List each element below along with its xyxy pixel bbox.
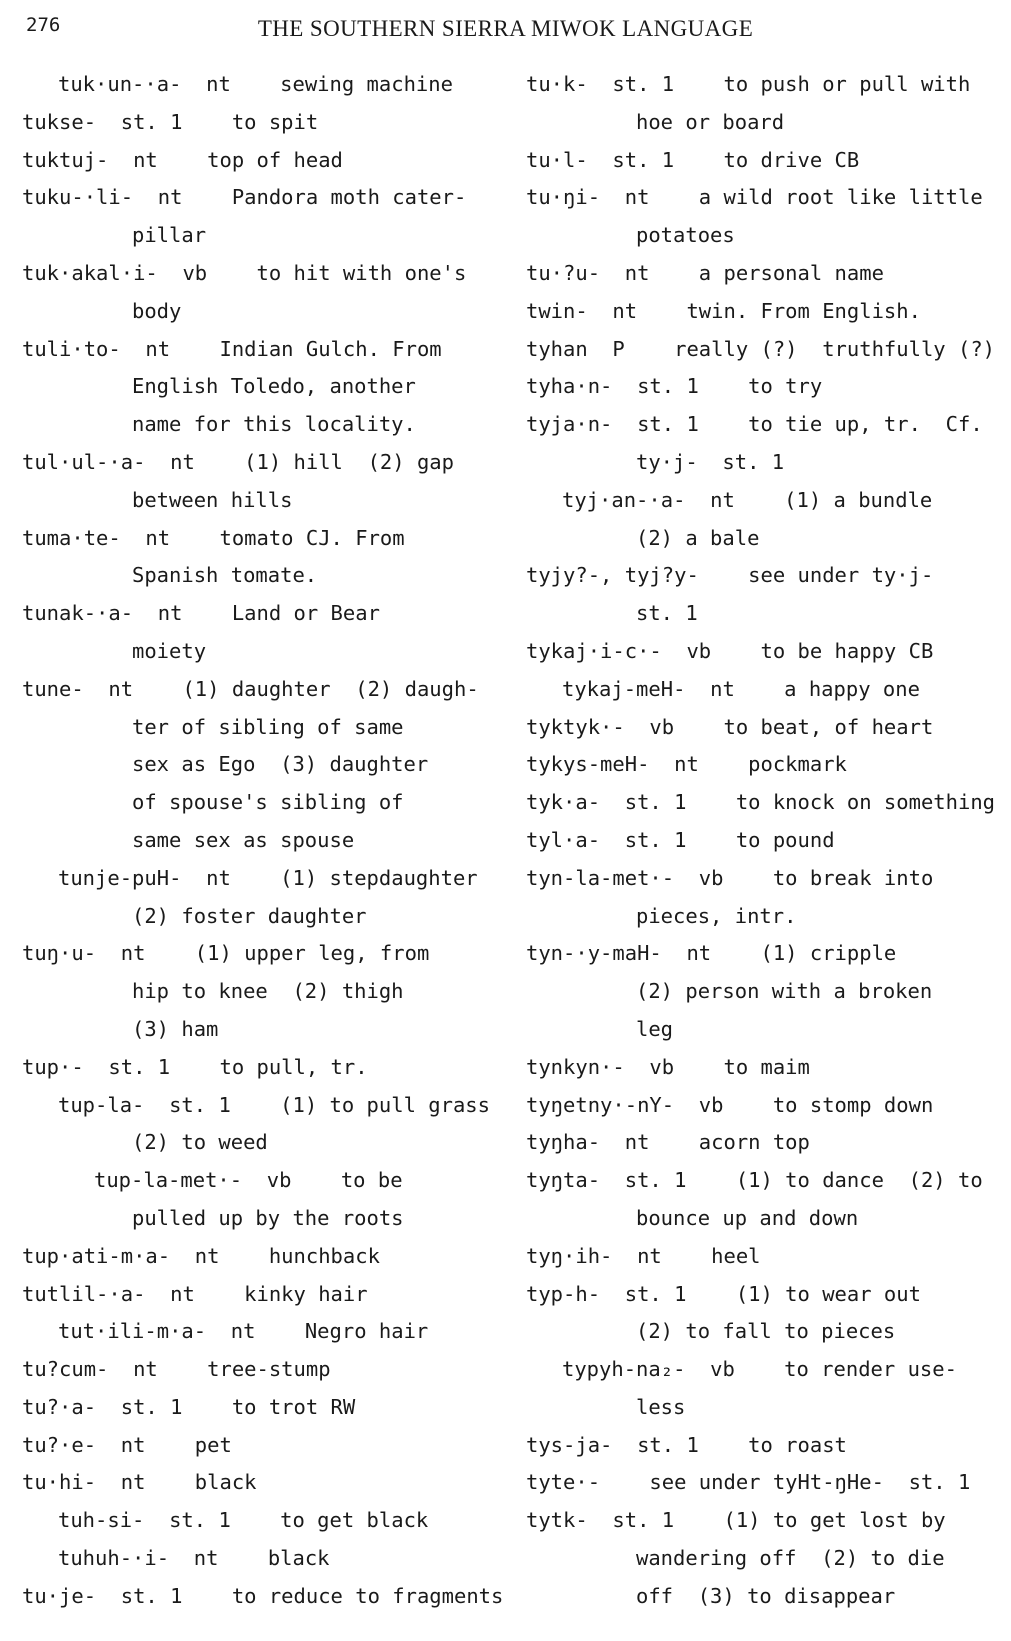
entry-headline: tuŋ·u- nt (1) upper leg, from [22, 941, 430, 966]
dictionary-entry [22, 1162, 492, 1238]
entry-headline: tuku-·li- nt Pandora moth cater- [22, 185, 467, 210]
entry-continuation: potatoes [636, 223, 735, 248]
entry-headline: tykaj·i-c·- vb to be happy CB [526, 638, 934, 663]
entry-headline: tyja·n- st. 1 to tie up, tr. Cf. [526, 412, 983, 437]
entry-headline: tyŋha- nt acorn top [526, 1130, 810, 1155]
entry-continuation: pillar [132, 223, 207, 248]
entry-headline: tunak-·a- nt Land or Bear [22, 601, 380, 626]
dictionary-entry [526, 1276, 1006, 1352]
entry-continuation: (2) a bale [636, 525, 760, 550]
entry-continuation: (2) foster daughter [132, 903, 367, 928]
entry-headline: tyktyk·- vb to beat, of heart [526, 714, 934, 739]
entry-headline: tune- nt (1) daughter (2) daugh- [22, 676, 479, 701]
entry-headline: tyte·- see under tyHt-ŋHe- st. 1 [526, 1470, 971, 1495]
entry-headline: tul·ul-·a- nt (1) hill (2) gap [22, 449, 454, 474]
dictionary-entry [526, 860, 1006, 936]
entry-continuation: pulled up by the roots [132, 1205, 404, 1230]
entry-continuation: (2) to fall to pieces [636, 1319, 896, 1344]
dictionary-entry [526, 331, 1006, 369]
entry-headline: tu?·a- st. 1 to trot RW [22, 1394, 356, 1419]
entry-continuation: between hills [132, 487, 293, 512]
running-head: THE SOUTHERN SIERRA MIWOK LANGUAGE [257, 16, 754, 41]
dictionary-entry [22, 1276, 492, 1314]
dictionary-entry [22, 255, 492, 331]
entry-continuation: name for this locality. [132, 412, 416, 437]
entry-continuation: wandering off (2) to die [636, 1546, 945, 1571]
entry-headline: tyn-la-met·- vb to break into [526, 865, 934, 890]
entry-continuation: of spouse's sibling of [132, 790, 404, 815]
entry-headline: tys-ja- st. 1 to roast [526, 1432, 847, 1457]
dictionary-entry [526, 142, 1006, 180]
dictionary-entry [526, 1049, 1006, 1087]
entry-headline: tu·k- st. 1 to push or pull with [526, 72, 971, 96]
entry-headline: tuhuh-·i- nt black [58, 1546, 330, 1571]
entry-headline: tu?·e- nt pet [22, 1432, 232, 1457]
dictionary-entry [22, 104, 492, 142]
dictionary-entry [22, 1238, 492, 1276]
entry-continuation: body [132, 298, 182, 323]
entry-continuation: hoe or board [636, 109, 785, 134]
dictionary-entry [526, 822, 1006, 860]
entry-continuation: less [636, 1394, 686, 1419]
entry-headline: tykys-meH- nt pockmark [526, 752, 847, 777]
entry-continuation: (2) to weed [132, 1130, 268, 1155]
entry-continuation: (3) ham [132, 1016, 219, 1041]
entry-headline: tykaj-meH- nt a happy one [562, 676, 920, 701]
dictionary-entry [22, 1049, 492, 1087]
entry-headline: tynkyn·- vb to maim [526, 1054, 810, 1079]
dictionary-entry [526, 784, 1006, 822]
entry-headline: twin- nt twin. From English. [526, 298, 921, 323]
entry-headline: tyk·a- st. 1 to knock on something [526, 790, 995, 815]
dictionary-entry [22, 595, 492, 671]
entry-headline: tytk- st. 1 (1) to get lost by [526, 1508, 946, 1533]
entry-headline: tyhan P really (?) truthfully (?) [526, 336, 995, 361]
dictionary-entry [22, 1502, 492, 1540]
dictionary-entry [526, 1427, 1006, 1465]
entry-headline: tu·hi- nt black [22, 1470, 257, 1495]
dictionary-entry [526, 368, 1006, 406]
entry-headline: tu·ŋi- nt a wild root like little [526, 185, 983, 210]
dictionary-entry [526, 671, 1006, 709]
entry-continuation: st. 1 [636, 601, 698, 626]
dictionary-entry [22, 66, 492, 104]
dictionary-entry [22, 142, 492, 180]
dictionary-entry [526, 935, 1006, 1048]
entry-continuation: (2) person with a broken [636, 979, 933, 1004]
dictionary-entry [526, 709, 1006, 747]
entry-continuation: ter of sibling of same [132, 714, 404, 739]
entry-headline: tu·?u- nt a personal name [526, 260, 884, 285]
entry-headline: tu·je- st. 1 to reduce to fragments [22, 1583, 504, 1608]
entry-headline: tuma·te- nt tomato CJ. From [22, 525, 405, 550]
dictionary-entry [526, 1464, 1006, 1502]
entry-headline: tyŋ·ih- nt heel [526, 1243, 761, 1268]
dictionary-entry [22, 444, 492, 520]
entry-headline: typyh-na₂- vb to render use- [562, 1357, 957, 1382]
dictionary-entry [22, 1389, 492, 1427]
dictionary-entry [22, 671, 492, 860]
dictionary-entry [22, 520, 492, 596]
dictionary-entry [526, 1162, 1006, 1238]
dictionary-entry [22, 331, 492, 444]
entry-continuation: hip to knee (2) thigh [132, 979, 404, 1004]
dictionary-entry [526, 482, 1006, 558]
entry-continuation: same sex as spouse [132, 827, 355, 852]
entry-continuation: off (3) to disappear [636, 1583, 896, 1608]
entry-continuation: pieces, intr. [636, 903, 797, 928]
left-column [22, 66, 504, 1616]
entry-headline: tu·l- st. 1 to drive CB [526, 147, 860, 172]
dictionary-entry [526, 633, 1006, 671]
dictionary-entry [22, 935, 492, 1048]
entry-headline: tuk·un-·a- nt sewing machine [58, 72, 453, 96]
dictionary-entry [526, 1351, 1006, 1427]
dictionary-entry [22, 1351, 492, 1389]
entry-headline: tutlil-·a- nt kinky hair [22, 1281, 368, 1306]
entry-headline: tup-la- st. 1 (1) to pull grass [58, 1092, 490, 1117]
dictionary-entry [22, 1578, 504, 1616]
entry-headline: tu?cum- nt tree-stump [22, 1357, 331, 1382]
entry-headline: tyha·n- st. 1 to try [526, 374, 823, 399]
dictionary-entry [22, 1427, 492, 1465]
entry-continuation: English Toledo, another [132, 374, 416, 399]
dictionary-entry [22, 1540, 492, 1578]
dictionary-entry [526, 1087, 1006, 1125]
entry-headline: tunje-puH- nt (1) stepdaughter [58, 865, 478, 890]
entry-continuation: leg [636, 1016, 674, 1041]
dictionary-entry [526, 406, 1006, 482]
dictionary-entry [22, 1313, 492, 1351]
entry-headline: tyn-·y-maH- nt (1) cripple [526, 941, 897, 966]
dictionary-entry [22, 860, 492, 936]
entry-headline: tup·- st. 1 to pull, tr. [22, 1054, 368, 1079]
dictionary-entry [526, 255, 1006, 293]
entry-headline: tuli·to- nt Indian Gulch. From [22, 336, 442, 361]
entry-headline: tuk·akal·i- vb to hit with one's [22, 260, 467, 285]
entry-continuation: moiety [132, 638, 207, 663]
dictionary-entry [526, 179, 1006, 255]
dictionary-entry [526, 1124, 1006, 1162]
entry-headline: tyŋetny·-nY- vb to stomp down [526, 1092, 934, 1117]
right-column [526, 66, 1006, 1616]
dictionary-entry [526, 1502, 1006, 1615]
dictionary-entry [22, 1087, 492, 1163]
entry-headline: tukse- st. 1 to spit [22, 109, 319, 134]
entry-continuation: ty·j- st. 1 [636, 449, 785, 474]
entry-headline: tyjy?-, tyj?y- see under ty·j- [526, 563, 934, 588]
dictionary-entry [526, 293, 1006, 331]
entry-headline: tyl·a- st. 1 to pound [526, 827, 835, 852]
entry-continuation: Spanish tomate. [132, 563, 318, 588]
dictionary-entry [526, 1238, 1006, 1276]
entry-headline: tuh-si- st. 1 to get black [58, 1508, 429, 1533]
dictionary-entry [526, 746, 1006, 784]
entry-continuation: bounce up and down [636, 1205, 859, 1230]
entry-headline: tyj·an-·a- nt (1) a bundle [562, 487, 933, 512]
dictionary-entry [526, 557, 1006, 633]
entry-headline: tup·ati-m·a- nt hunchback [22, 1243, 380, 1268]
entry-headline: tup-la-met·- vb to be [94, 1168, 403, 1193]
page-number: 276 [26, 14, 61, 36]
entry-headline: tut·ili-m·a- nt Negro hair [58, 1319, 429, 1344]
dictionary-entry [22, 1464, 492, 1502]
entry-headline: tyŋta- st. 1 (1) to dance (2) to [526, 1168, 983, 1193]
dictionary-entry [22, 179, 492, 255]
entry-headline: tuktuj- nt top of head [22, 147, 343, 172]
entry-headline: typ-h- st. 1 (1) to wear out [526, 1281, 921, 1306]
dictionary-entry [526, 66, 1006, 142]
entry-continuation: sex as Ego (3) daughter [132, 752, 429, 777]
